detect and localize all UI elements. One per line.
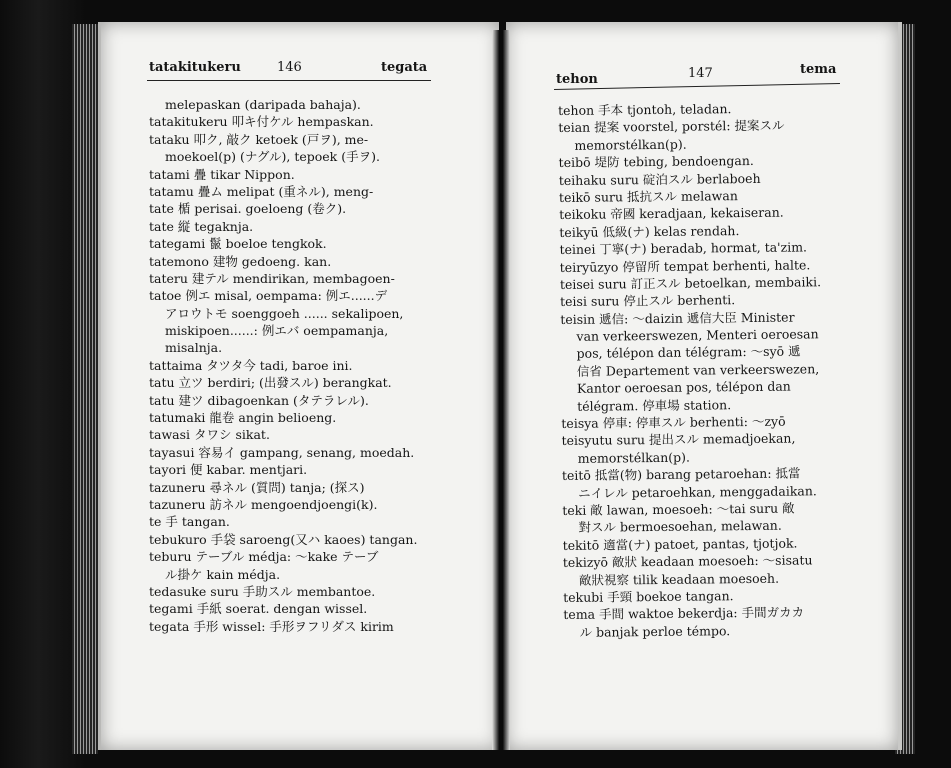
dictionary-line: tekizyō 敵狀 keadaan moesoeh: ～sisatu — [562, 552, 813, 571]
dictionary-line: teisyutu suru 提出スル memadjoekan, — [561, 430, 796, 449]
dictionary-line: tateru 建テル mendirikan, membagoen- — [149, 270, 395, 286]
dictionary-line: miskipoen......: 例エバ oempamanja, — [165, 323, 389, 339]
dictionary-line: tebukuro 手袋 saroeng(又ハ kaoes) tangan. — [149, 531, 418, 547]
left-entry-list — [149, 96, 417, 635]
dictionary-line: tataku 叩ク, 敲ク ketoek (戸ヲ), me- — [149, 131, 369, 147]
left-header-rule — [147, 80, 431, 81]
dictionary-line: memorstélkan(p). — [577, 449, 691, 466]
dictionary-line: アロウトモ soenggoeh ...... sekalipoen, — [165, 305, 404, 321]
dictionary-line: teikyū 低級(ナ) kelas rendah. — [559, 222, 740, 240]
dictionary-line: tatami 疊 tikar Nippon. — [149, 166, 295, 182]
dictionary-line: ル banjak perloe témpo. — [579, 622, 731, 640]
dictionary-line: tatu 立ツ berdiri; (出發スル) berangkat. — [149, 375, 392, 391]
left-header-first-word: tatakitukeru — [149, 60, 241, 75]
right-header-last-word: tema — [800, 62, 837, 77]
right-header-first-word: tehon — [556, 72, 598, 87]
dictionary-line: tate 縦 tegaknja. — [149, 218, 254, 234]
book-gutter — [492, 30, 510, 750]
left-page — [98, 22, 499, 750]
dictionary-line: tedasuke suru 手助スル membantoe. — [149, 583, 376, 599]
left-page-edges — [72, 24, 98, 754]
dictionary-line: tattaima タツタ今 tadi, baroe ini. — [149, 357, 353, 373]
dictionary-line: tayori 便 kabar. mentjari. — [149, 462, 308, 478]
dictionary-line: tatamu 疊ム melipat (重ネル), meng- — [149, 183, 374, 199]
dictionary-line: memorstélkan(p). — [574, 136, 687, 153]
dictionary-line: tegami 手紙 soerat. dengan wissel. — [149, 601, 368, 617]
dictionary-line: teian 提案 voorstel, porstél: 提案スル — [558, 118, 785, 136]
dictionary-line: teihaku suru 碇泊スル berlaboeh — [558, 170, 761, 188]
dictionary-line: ル掛ケ kain médja. — [165, 566, 281, 582]
dictionary-line: van verkeerswezen, Menteri oeroesan — [576, 326, 819, 344]
dictionary-line: misalnja. — [165, 340, 223, 356]
dictionary-line: tekubi 手頸 boekoe tangan. — [563, 588, 734, 605]
dictionary-line: melepaskan (daripada bahaja). — [165, 97, 361, 112]
dictionary-line: teburu テーブル médja: ～kake テーブ — [149, 549, 379, 565]
dictionary-line: tate 楯 perisai. goeloeng (卷ク). — [149, 201, 347, 217]
dictionary-line: teitō 抵當(物) barang petaroehan: 抵當 — [561, 465, 801, 484]
dictionary-line: moekoel(p) (ナグル), tepoek (手ヲ). — [165, 149, 380, 165]
dictionary-line: 信省 Departement van verkeerswezen, — [576, 361, 820, 379]
dictionary-line: teikoku 帝國 keradjaan, kekaiseran. — [559, 204, 784, 223]
dictionary-line: 敵狀視察 tilik keadaan moesoeh. — [578, 570, 780, 588]
left-page-number: 146 — [277, 60, 302, 75]
dictionary-line: ニイレル petaroehkan, menggadaikan. — [578, 482, 817, 501]
dictionary-line: tawasi タワシ sikat. — [149, 427, 270, 443]
dictionary-line: teki 敵 lawan, moesoeh: ～tai suru 敵 — [562, 500, 795, 518]
dictionary-line: teiryūzyo 停留所 tempat berhenti, halte. — [559, 256, 811, 275]
dictionary-line: tegata 手形 wissel: 手形ヲフリダス kirim — [149, 618, 394, 634]
dictionary-line: tema 手間 waktoe bekerdja: 手間ガカカ — [563, 604, 805, 623]
left-header-last-word: tegata — [381, 60, 428, 75]
right-page — [506, 22, 902, 750]
dictionary-line: 對スル bermoesoehan, melawan. — [578, 518, 782, 536]
dictionary-line: pos, télépon dan télégram: ～syō 遞 — [576, 343, 801, 362]
dictionary-line: teisya 停車: 停車スル berhenti: ～zyō — [561, 413, 786, 432]
dictionary-line: tekitō 適當(ナ) patoet, pantas, tjotjok. — [562, 535, 798, 553]
dictionary-line: teibō 堤防 tebing, bendoengan. — [558, 153, 754, 171]
right-page-number: 147 — [688, 66, 713, 81]
dictionary-line: te 手 tangan. — [149, 514, 230, 530]
dictionary-line: tatakitukeru 叩キ付ケル hempaskan. — [149, 114, 374, 130]
dictionary-line: tazuneru 尋ネル (質問) tanja; (探ス) — [149, 479, 365, 495]
dictionary-line: tatoe 例エ misal, oempama: 例エ......デ — [149, 288, 388, 304]
dictionary-line: teikō suru 抵抗スル melawan — [558, 188, 738, 205]
dictionary-line: tatemono 建物 gedoeng. kan. — [149, 253, 332, 269]
dictionary-line: Kantor oeroesan pos, télépon dan — [576, 378, 791, 397]
dictionary-line: télégram. 停車場 station. — [577, 396, 732, 414]
dictionary-line: tazuneru 訪ネル mengoendjoengi(k). — [149, 496, 378, 512]
dictionary-line: tategami 鬣 boeloe tengkok. — [149, 236, 327, 252]
dictionary-line: tehon 手本 tjontoh, teladan. — [558, 101, 732, 118]
dictionary-line: teinei 丁寧(ナ) beradab, hormat, ta'zim. — [559, 239, 808, 258]
dictionary-line: tayasui 容易イ gampang, senang, moedah. — [149, 444, 415, 460]
dictionary-line: teisi suru 停止スル berhenti. — [560, 292, 736, 310]
dictionary-line: teisei suru 訂正スル betoelkan, membaiki. — [559, 274, 822, 292]
right-entry-list — [558, 99, 825, 641]
dictionary-line: tatu 建ツ dibagoenkan (タテラレル). — [149, 392, 369, 408]
dictionary-line: teisin 遞信: ～daizin 遞信大臣 Minister — [560, 309, 795, 327]
dictionary-line: tatumaki 龍卷 angin belioeng. — [149, 410, 337, 426]
